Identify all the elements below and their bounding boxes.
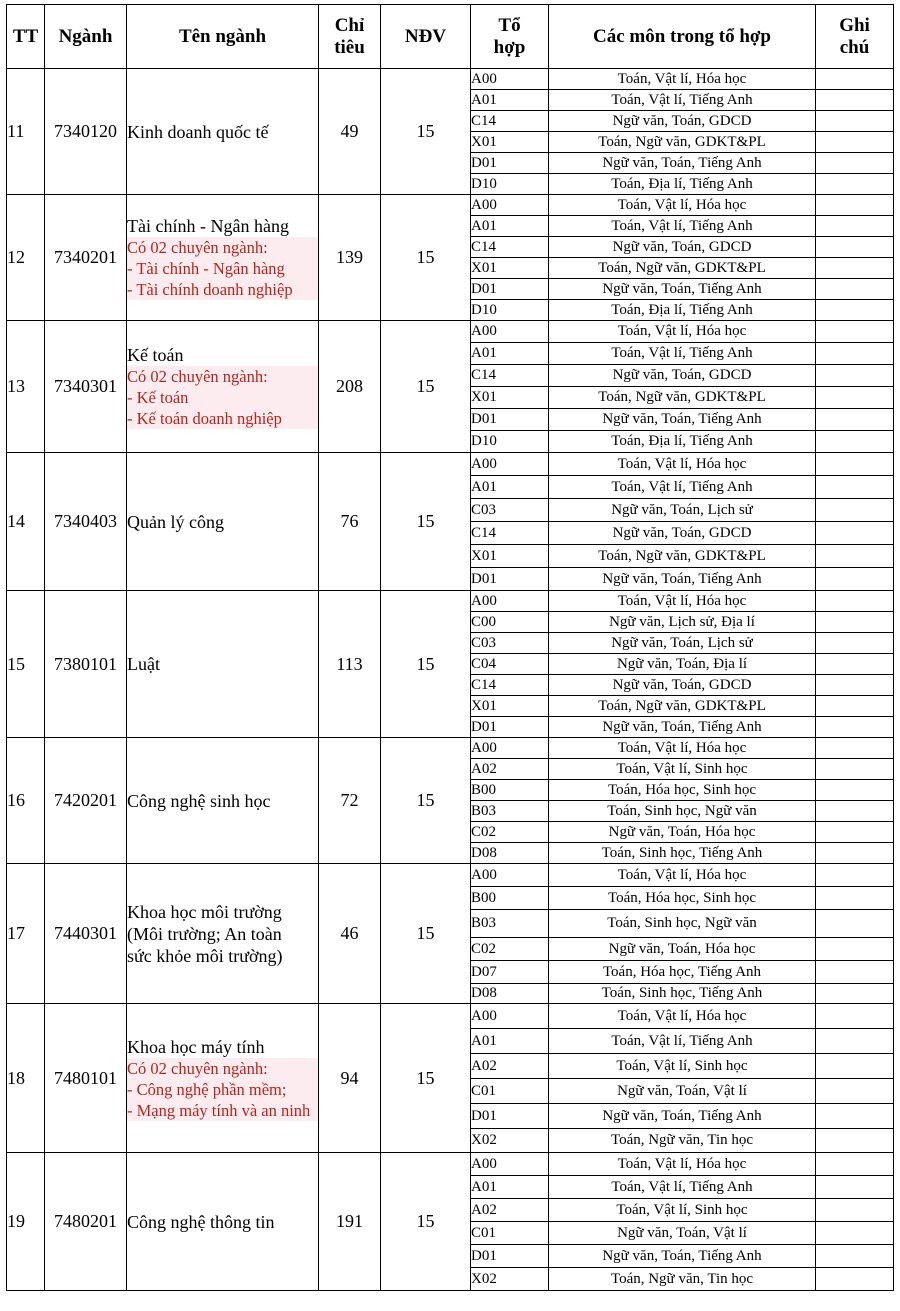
combo-code: D01: [471, 568, 549, 591]
combo-subjects: Ngữ văn, Toán, Lịch sử: [549, 633, 816, 654]
combo-subjects: Ngữ văn, Toán, Tiếng Anh: [549, 279, 816, 300]
header-combo-line2: hợp: [493, 36, 526, 58]
combo-code: X01: [471, 696, 549, 717]
combo-code: B00: [471, 780, 549, 801]
combo-subjects: Toán, Ngữ văn, Tin học: [549, 1129, 816, 1153]
major-note-line: sức khỏe môi trường): [127, 945, 283, 966]
admissions-table: [6, 4, 894, 1291]
major-code: 7340301: [45, 321, 127, 453]
combo-code: C01: [471, 1079, 549, 1104]
combo-subjects: Toán, Vật lí, Hóa học: [549, 591, 816, 612]
combo-subjects: Toán, Vật lí, Sinh học: [549, 1199, 816, 1222]
major-ndv: 15: [381, 69, 471, 195]
note-cell: [816, 780, 894, 801]
combo-code: C14: [471, 365, 549, 387]
combo-subjects: Toán, Vật lí, Hóa học: [549, 1153, 816, 1176]
major-name-cell: [127, 453, 319, 591]
major-tt: 11: [7, 69, 45, 195]
major-name: Khoa học môi trường: [127, 901, 282, 922]
combo-code: X01: [471, 387, 549, 409]
note-cell: [816, 696, 894, 717]
note-cell: [816, 258, 894, 279]
major-quota: 139: [319, 195, 381, 321]
major-ndv: 15: [381, 321, 471, 453]
note-cell: [816, 1104, 894, 1129]
note-cell: [816, 216, 894, 237]
note-cell: [816, 1268, 894, 1291]
major-name: Khoa học máy tính: [127, 1036, 265, 1057]
combo-code: C03: [471, 499, 549, 522]
note-cell: [816, 675, 894, 696]
combo-code: A02: [471, 1199, 549, 1222]
header-quota-line1: Chỉ: [334, 14, 365, 36]
major-specialization: - Công nghệ phần mềm;: [127, 1079, 318, 1100]
note-cell: [816, 1199, 894, 1222]
combo-subjects: Toán, Vật lí, Hóa học: [549, 864, 816, 887]
major-note-line: (Môi trường; An toàn: [127, 923, 282, 944]
table-row: [7, 69, 894, 90]
note-cell: [816, 568, 894, 591]
note-cell: [816, 1054, 894, 1079]
note-cell: [816, 111, 894, 132]
major-name: Quản lý công: [127, 511, 224, 532]
combo-subjects: Toán, Vật lí, Tiếng Anh: [549, 90, 816, 111]
note-cell: [816, 1129, 894, 1153]
note-cell: [816, 195, 894, 216]
combo-code: A00: [471, 453, 549, 476]
major-tt: 15: [7, 591, 45, 738]
note-cell: [816, 738, 894, 759]
combo-code: D10: [471, 431, 549, 453]
major-quota: 208: [319, 321, 381, 453]
combo-subjects: Ngữ văn, Toán, GDCD: [549, 237, 816, 258]
combo-subjects: Ngữ văn, Toán, Hóa học: [549, 822, 816, 843]
combo-subjects: Toán, Vật lí, Hóa học: [549, 321, 816, 343]
combo-subjects: Ngữ văn, Toán, Tiếng Anh: [549, 153, 816, 174]
combo-subjects: Toán, Ngữ văn, GDKT&PL: [549, 545, 816, 568]
combo-subjects: Toán, Địa lí, Tiếng Anh: [549, 431, 816, 453]
combo-code: A01: [471, 216, 549, 237]
note-cell: [816, 910, 894, 938]
header-combo-line1: Tổ: [498, 14, 521, 36]
note-cell: [816, 409, 894, 431]
note-cell: [816, 365, 894, 387]
major-ndv: 15: [381, 864, 471, 1004]
table-row: [7, 1153, 894, 1176]
header-ndv-label: NĐV: [404, 25, 447, 47]
note-cell: [816, 612, 894, 633]
major-tt: 12: [7, 195, 45, 321]
combo-code: A00: [471, 864, 549, 887]
major-specialization: Có 02 chuyên ngành:: [127, 237, 318, 258]
header-code-label: Ngành: [58, 25, 113, 47]
major-specialization: Có 02 chuyên ngành:: [127, 366, 318, 387]
combo-code: C02: [471, 822, 549, 843]
combo-code: A01: [471, 1176, 549, 1199]
header-quota-line2: tiêu: [334, 36, 365, 58]
combo-subjects: Toán, Hóa học, Sinh học: [549, 780, 816, 801]
note-cell: [816, 476, 894, 499]
combo-code: C14: [471, 522, 549, 545]
combo-code: X01: [471, 132, 549, 153]
major-quota: 76: [319, 453, 381, 591]
combo-code: B03: [471, 801, 549, 822]
note-cell: [816, 499, 894, 522]
note-cell: [816, 321, 894, 343]
combo-subjects: Ngữ văn, Toán, Tiếng Anh: [549, 568, 816, 591]
major-name: Kế toán: [127, 345, 184, 365]
note-cell: [816, 1004, 894, 1029]
combo-subjects: Ngữ văn, Toán, GDCD: [549, 111, 816, 132]
major-quota: 72: [319, 738, 381, 864]
combo-code: C14: [471, 237, 549, 258]
note-cell: [816, 887, 894, 910]
note-cell: [816, 717, 894, 738]
major-name: Công nghệ sinh học: [127, 790, 271, 811]
combo-code: D08: [471, 984, 549, 1004]
major-name: Kinh doanh quốc tế: [127, 121, 269, 142]
major-code: 7480101: [45, 1004, 127, 1153]
combo-subjects: Toán, Vật lí, Tiếng Anh: [549, 1029, 816, 1054]
major-name-cell: [127, 591, 319, 738]
combo-subjects: Toán, Sinh học, Tiếng Anh: [549, 843, 816, 864]
combo-subjects: Ngữ văn, Toán, Tiếng Anh: [549, 1245, 816, 1268]
combo-subjects: Toán, Sinh học, Tiếng Anh: [549, 984, 816, 1004]
combo-subjects: Toán, Vật lí, Tiếng Anh: [549, 343, 816, 365]
note-cell: [816, 938, 894, 961]
note-cell: [816, 1029, 894, 1054]
combo-subjects: Toán, Vật lí, Tiếng Anh: [549, 1176, 816, 1199]
combo-code: A02: [471, 1054, 549, 1079]
combo-subjects: Ngữ văn, Toán, Tiếng Anh: [549, 1104, 816, 1129]
header-note: [816, 5, 894, 69]
combo-code: C14: [471, 111, 549, 132]
table-row: [7, 195, 894, 216]
major-name: Luật: [127, 654, 160, 674]
combo-subjects: Toán, Vật lí, Hóa học: [549, 195, 816, 216]
combo-subjects: Toán, Hóa học, Sinh học: [549, 887, 816, 910]
major-name-cell: [127, 864, 319, 1004]
combo-code: D10: [471, 174, 549, 195]
header-combo: [471, 5, 549, 69]
combo-subjects: Toán, Vật lí, Tiếng Anh: [549, 216, 816, 237]
note-cell: [816, 132, 894, 153]
combo-code: X02: [471, 1129, 549, 1153]
combo-subjects: Toán, Ngữ văn, Tin học: [549, 1268, 816, 1291]
combo-subjects: Ngữ văn, Toán, Vật lí: [549, 1079, 816, 1104]
combo-subjects: Ngữ văn, Toán, GDCD: [549, 522, 816, 545]
table-row: [7, 1004, 894, 1029]
major-quota: 191: [319, 1153, 381, 1291]
combo-subjects: Ngữ văn, Toán, Địa lí: [549, 654, 816, 675]
combo-code: A01: [471, 476, 549, 499]
note-cell: [816, 545, 894, 568]
major-ndv: 15: [381, 1153, 471, 1291]
table-row: [7, 864, 894, 887]
combo-code: C01: [471, 1222, 549, 1245]
combo-subjects: Ngữ văn, Toán, GDCD: [549, 365, 816, 387]
note-cell: [816, 633, 894, 654]
note-cell: [816, 343, 894, 365]
combo-code: A01: [471, 343, 549, 365]
major-specialization: - Kế toán: [127, 387, 318, 408]
combo-code: D01: [471, 153, 549, 174]
table-row: [7, 321, 894, 343]
major-quota: 46: [319, 864, 381, 1004]
note-cell: [816, 237, 894, 258]
combo-code: B03: [471, 910, 549, 938]
major-ndv: 15: [381, 1004, 471, 1153]
note-cell: [816, 864, 894, 887]
combo-code: A02: [471, 759, 549, 780]
note-cell: [816, 759, 894, 780]
combo-subjects: Ngữ văn, Toán, GDCD: [549, 675, 816, 696]
combo-code: A01: [471, 1029, 549, 1054]
major-name-cell: [127, 1153, 319, 1291]
major-tt: 18: [7, 1004, 45, 1153]
note-cell: [816, 69, 894, 90]
header-name-label: Tên ngành: [178, 25, 267, 47]
combo-code: X01: [471, 545, 549, 568]
combo-subjects: Toán, Vật lí, Hóa học: [549, 1004, 816, 1029]
table-row: [7, 738, 894, 759]
note-cell: [816, 822, 894, 843]
combo-code: A00: [471, 738, 549, 759]
note-cell: [816, 1176, 894, 1199]
note-cell: [816, 801, 894, 822]
major-tt: 13: [7, 321, 45, 453]
combo-subjects: Toán, Vật lí, Hóa học: [549, 453, 816, 476]
combo-code: A00: [471, 321, 549, 343]
combo-subjects: Ngữ văn, Lịch sử, Địa lí: [549, 612, 816, 633]
major-name-cell: [127, 321, 319, 453]
major-code: 7340201: [45, 195, 127, 321]
major-specialization: - Kế toán doanh nghiệp: [127, 408, 318, 429]
combo-code: D08: [471, 843, 549, 864]
header-tt-label: TT: [12, 25, 39, 47]
header-subjects: [549, 5, 816, 69]
combo-subjects: Ngữ văn, Toán, Hóa học: [549, 938, 816, 961]
note-cell: [816, 984, 894, 1004]
combo-code: X02: [471, 1268, 549, 1291]
note-cell: [816, 153, 894, 174]
table-row: [7, 591, 894, 612]
combo-code: A00: [471, 1153, 549, 1176]
major-specialization: - Tài chính doanh nghiệp: [127, 279, 318, 300]
header-quota: [319, 5, 381, 69]
table-row: [7, 453, 894, 476]
major-ndv: 15: [381, 195, 471, 321]
combo-code: A00: [471, 195, 549, 216]
major-quota: 49: [319, 69, 381, 195]
major-ndv: 15: [381, 738, 471, 864]
header-code: [45, 5, 127, 69]
major-code: 7480201: [45, 1153, 127, 1291]
combo-subjects: Toán, Ngữ văn, GDKT&PL: [549, 258, 816, 279]
combo-subjects: Toán, Hóa học, Tiếng Anh: [549, 961, 816, 984]
major-tt: 17: [7, 864, 45, 1004]
combo-code: D01: [471, 1104, 549, 1129]
note-cell: [816, 1245, 894, 1268]
note-cell: [816, 961, 894, 984]
note-cell: [816, 453, 894, 476]
header-subjects-label: Các môn trong tổ hợp: [592, 25, 771, 47]
note-cell: [816, 90, 894, 111]
combo-code: X01: [471, 258, 549, 279]
note-cell: [816, 522, 894, 545]
major-name-cell: [127, 69, 319, 195]
major-ndv: 15: [381, 591, 471, 738]
major-quota: 94: [319, 1004, 381, 1153]
combo-subjects: Toán, Vật lí, Sinh học: [549, 759, 816, 780]
note-cell: [816, 1153, 894, 1176]
combo-subjects: Toán, Vật lí, Sinh học: [549, 1054, 816, 1079]
combo-code: B00: [471, 887, 549, 910]
note-cell: [816, 654, 894, 675]
major-code: 7420201: [45, 738, 127, 864]
note-cell: [816, 300, 894, 321]
combo-subjects: Toán, Sinh học, Ngữ văn: [549, 910, 816, 938]
combo-code: D07: [471, 961, 549, 984]
major-name: Công nghệ thông tin: [127, 1211, 275, 1232]
combo-code: C03: [471, 633, 549, 654]
combo-code: C04: [471, 654, 549, 675]
major-ndv: 15: [381, 453, 471, 591]
combo-code: A00: [471, 69, 549, 90]
header-name: [127, 5, 319, 69]
header-tt: [7, 5, 45, 69]
combo-subjects: Toán, Địa lí, Tiếng Anh: [549, 300, 816, 321]
header-note-line2: chú: [839, 36, 870, 58]
combo-code: A01: [471, 90, 549, 111]
combo-subjects: Ngữ văn, Toán, Vật lí: [549, 1222, 816, 1245]
note-cell: [816, 843, 894, 864]
major-code: 7340120: [45, 69, 127, 195]
combo-subjects: Toán, Ngữ văn, GDKT&PL: [549, 696, 816, 717]
combo-code: A00: [471, 1004, 549, 1029]
combo-subjects: Ngữ văn, Toán, Tiếng Anh: [549, 409, 816, 431]
combo-subjects: Ngữ văn, Toán, Lịch sử: [549, 499, 816, 522]
combo-code: D01: [471, 409, 549, 431]
note-cell: [816, 174, 894, 195]
table-header: [7, 5, 894, 69]
major-code: 7380101: [45, 591, 127, 738]
major-specialization: - Mạng máy tính và an ninh: [127, 1100, 318, 1121]
combo-subjects: Ngữ văn, Toán, Tiếng Anh: [549, 717, 816, 738]
note-cell: [816, 387, 894, 409]
combo-subjects: Toán, Vật lí, Hóa học: [549, 69, 816, 90]
combo-code: A00: [471, 591, 549, 612]
major-tt: 16: [7, 738, 45, 864]
combo-code: D01: [471, 1245, 549, 1268]
major-name-cell: [127, 1004, 319, 1153]
major-quota: 113: [319, 591, 381, 738]
major-code: 7440301: [45, 864, 127, 1004]
combo-subjects: Toán, Ngữ văn, GDKT&PL: [549, 132, 816, 153]
combo-subjects: Toán, Vật lí, Tiếng Anh: [549, 476, 816, 499]
table-body: [7, 69, 894, 1291]
note-cell: [816, 431, 894, 453]
combo-code: D10: [471, 300, 549, 321]
combo-code: C02: [471, 938, 549, 961]
major-code: 7340403: [45, 453, 127, 591]
note-cell: [816, 279, 894, 300]
major-specialization: Có 02 chuyên ngành:: [127, 1058, 318, 1079]
note-cell: [816, 1222, 894, 1245]
major-specialization: - Tài chính - Ngân hàng: [127, 258, 318, 279]
major-name-cell: [127, 738, 319, 864]
major-tt: 19: [7, 1153, 45, 1291]
combo-code: C14: [471, 675, 549, 696]
major-name-cell: [127, 195, 319, 321]
combo-subjects: Toán, Sinh học, Ngữ văn: [549, 801, 816, 822]
combo-code: D01: [471, 279, 549, 300]
header-ndv: [381, 5, 471, 69]
note-cell: [816, 591, 894, 612]
combo-code: C00: [471, 612, 549, 633]
major-name: Tài chính - Ngân hàng: [127, 216, 289, 236]
combo-subjects: Toán, Vật lí, Hóa học: [549, 738, 816, 759]
combo-subjects: Toán, Ngữ văn, GDKT&PL: [549, 387, 816, 409]
major-tt: 14: [7, 453, 45, 591]
combo-subjects: Toán, Địa lí, Tiếng Anh: [549, 174, 816, 195]
combo-code: D01: [471, 717, 549, 738]
note-cell: [816, 1079, 894, 1104]
header-note-line1: Ghi: [839, 14, 870, 36]
